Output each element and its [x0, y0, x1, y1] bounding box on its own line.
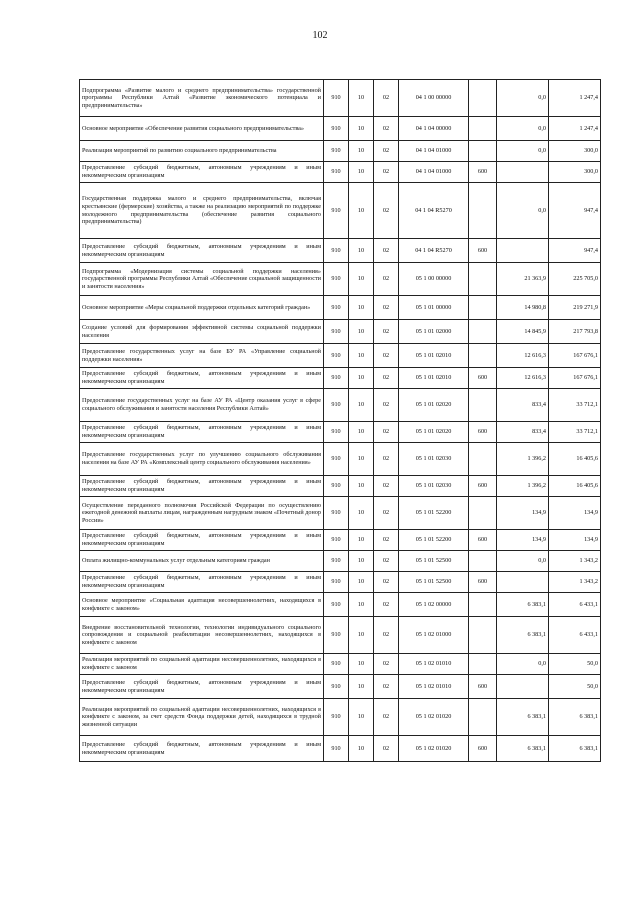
amount-year-1: 0,0 [497, 654, 549, 675]
expense-type [469, 593, 497, 617]
table-row [80, 263, 601, 296]
expense-type: 600 [469, 572, 497, 593]
amount-year-2: 134,9 [549, 497, 601, 530]
table-row [80, 183, 601, 239]
expense-type [469, 263, 497, 296]
ministry-code: 910 [324, 551, 349, 572]
subsection-code: 02 [374, 422, 399, 443]
amount-year-1: 0,0 [497, 80, 549, 117]
amount-year-1 [497, 162, 549, 183]
row-name: Основное мероприятие «Обеспечение развития социального предпринимательства» [80, 117, 324, 141]
target-article: 05 1 02 00000 [399, 593, 469, 617]
ministry-code: 910 [324, 239, 349, 263]
expense-type: 600 [469, 162, 497, 183]
row-name: Реализация мероприятий по социальной адаптации несовершеннолетних, находящихся в конфликте с законом, за счет средств Фонда поддержки детей, находящихся в трудной жизненной ситуации [80, 699, 324, 736]
expense-type [469, 654, 497, 675]
expense-type [469, 551, 497, 572]
row-name: Предоставление субсидий бюджетным, автономным учреждениям и иным некоммерческим организациям [80, 476, 324, 497]
expense-type [469, 617, 497, 654]
row-name: Осуществление переданного полномочия Российской Федерации по осуществлению ежегодной денежной выплаты лицам, награжденным нагрудным знаком «Почетный донор России» [80, 497, 324, 530]
ministry-code: 910 [324, 344, 349, 368]
target-article: 04 1 04 00000 [399, 117, 469, 141]
table-row [80, 389, 601, 422]
row-name: Создание условий для формирования эффективной системы социальной поддержки населения [80, 320, 324, 344]
table-row [80, 296, 601, 320]
subsection-code: 02 [374, 80, 399, 117]
amount-year-2: 6 383,1 [549, 736, 601, 762]
amount-year-1: 12 616,3 [497, 368, 549, 389]
amount-year-1: 14 845,9 [497, 320, 549, 344]
target-article: 05 1 01 02000 [399, 320, 469, 344]
target-article: 05 1 02 01010 [399, 675, 469, 699]
ministry-code: 910 [324, 572, 349, 593]
amount-year-1: 0,0 [497, 183, 549, 239]
amount-year-2: 50,0 [549, 654, 601, 675]
amount-year-2: 225 705,0 [549, 263, 601, 296]
target-article: 04 1 04 R5270 [399, 239, 469, 263]
amount-year-2: 16 405,6 [549, 476, 601, 497]
ministry-code: 910 [324, 654, 349, 675]
ministry-code: 910 [324, 263, 349, 296]
amount-year-1 [497, 675, 549, 699]
expense-type [469, 389, 497, 422]
amount-year-1: 6 383,1 [497, 593, 549, 617]
row-name: Предоставление субсидий бюджетным, автономным учреждениям и иным некоммерческим организациям [80, 675, 324, 699]
amount-year-2: 50,0 [549, 675, 601, 699]
row-name: Подпрограмма «Модернизация системы социальной поддержки населения» государственной программы Республики Алтай «Обеспечение социальной защищенности и занятости населения» [80, 263, 324, 296]
subsection-code: 02 [374, 551, 399, 572]
expense-type [469, 141, 497, 162]
row-name: Предоставление субсидий бюджетным, автономным учреждениям и иным некоммерческим организациям [80, 422, 324, 443]
target-article: 05 1 02 01020 [399, 699, 469, 736]
section-code: 10 [349, 320, 374, 344]
expense-type [469, 117, 497, 141]
expense-type: 600 [469, 675, 497, 699]
section-code: 10 [349, 296, 374, 320]
row-name: Государственная поддержка малого и среднего предпринимательства, включая крестьянские (фермерские) хозяйства, а также на реализацию мероприятий по поддержке молодежного предпринимательства (обеспечение развития социального предпринимательства) [80, 183, 324, 239]
ministry-code: 910 [324, 497, 349, 530]
ministry-code: 910 [324, 183, 349, 239]
table-row [80, 162, 601, 183]
section-code: 10 [349, 699, 374, 736]
amount-year-2: 300,0 [549, 141, 601, 162]
amount-year-1: 6 383,1 [497, 736, 549, 762]
row-name: Предоставление государственных услуг на базе АУ РА «Центр оказания услуг в сфере социального обслуживания и занятости населения Республики Алтай» [80, 389, 324, 422]
expense-type: 600 [469, 239, 497, 263]
amount-year-1: 0,0 [497, 141, 549, 162]
ministry-code: 910 [324, 80, 349, 117]
subsection-code: 02 [374, 497, 399, 530]
amount-year-2: 1 343,2 [549, 551, 601, 572]
expense-type [469, 183, 497, 239]
amount-year-2: 1 247,4 [549, 80, 601, 117]
target-article: 05 1 02 01010 [399, 654, 469, 675]
amount-year-2: 1 247,4 [549, 117, 601, 141]
ministry-code: 910 [324, 422, 349, 443]
subsection-code: 02 [374, 593, 399, 617]
section-code: 10 [349, 551, 374, 572]
amount-year-1: 0,0 [497, 117, 549, 141]
row-name: Основное мероприятие «Социальная адаптация несовершеннолетних, находящихся в конфликте с законом» [80, 593, 324, 617]
row-name: Предоставление субсидий бюджетным, автономным учреждениям и иным некоммерческим организациям [80, 530, 324, 551]
ministry-code: 910 [324, 593, 349, 617]
subsection-code: 02 [374, 117, 399, 141]
amount-year-1: 134,9 [497, 530, 549, 551]
row-name: Предоставление субсидий бюджетным, автономным учреждениям и иным некоммерческим организациям [80, 736, 324, 762]
row-name: Оплата жилищно-коммунальных услуг отдельным категориям граждан [80, 551, 324, 572]
subsection-code: 02 [374, 675, 399, 699]
ministry-code: 910 [324, 699, 349, 736]
subsection-code: 02 [374, 389, 399, 422]
row-name: Реализация мероприятий по социальной адаптации несовершеннолетних, находящихся в конфликте с законом [80, 654, 324, 675]
table-body [80, 80, 601, 762]
table-row [80, 239, 601, 263]
target-article: 05 1 02 01020 [399, 736, 469, 762]
amount-year-2: 6 433,1 [549, 593, 601, 617]
table-row [80, 422, 601, 443]
section-code: 10 [349, 593, 374, 617]
subsection-code: 02 [374, 239, 399, 263]
amount-year-2: 947,4 [549, 183, 601, 239]
page-number: 102 [312, 30, 328, 41]
expense-type [469, 443, 497, 476]
section-code: 10 [349, 117, 374, 141]
expense-type [469, 296, 497, 320]
target-article: 05 1 01 52200 [399, 497, 469, 530]
section-code: 10 [349, 443, 374, 476]
section-code: 10 [349, 675, 374, 699]
amount-year-2: 947,4 [549, 239, 601, 263]
subsection-code: 02 [374, 443, 399, 476]
amount-year-2: 167 676,1 [549, 368, 601, 389]
amount-year-2: 134,9 [549, 530, 601, 551]
section-code: 10 [349, 389, 374, 422]
target-article: 05 1 01 02030 [399, 476, 469, 497]
expense-type [469, 699, 497, 736]
section-code: 10 [349, 162, 374, 183]
target-article: 05 1 01 02010 [399, 344, 469, 368]
target-article: 05 1 02 01000 [399, 617, 469, 654]
amount-year-2: 219 271,9 [549, 296, 601, 320]
target-article: 05 1 01 02020 [399, 422, 469, 443]
row-name: Внедрение восстановительной технологии, технологии индивидуального социального сопровождения и социальной реабилитации несовершеннолетних, находящихся в конфликте с законом [80, 617, 324, 654]
amount-year-2: 6 383,1 [549, 699, 601, 736]
subsection-code: 02 [374, 141, 399, 162]
ministry-code: 910 [324, 443, 349, 476]
subsection-code: 02 [374, 368, 399, 389]
amount-year-1: 21 363,9 [497, 263, 549, 296]
target-article: 05 1 00 00000 [399, 263, 469, 296]
table-row [80, 530, 601, 551]
amount-year-1: 1 396,2 [497, 443, 549, 476]
table-row [80, 117, 601, 141]
target-article: 05 1 01 02010 [399, 368, 469, 389]
amount-year-1: 134,9 [497, 497, 549, 530]
subsection-code: 02 [374, 699, 399, 736]
subsection-code: 02 [374, 263, 399, 296]
amount-year-1: 0,0 [497, 551, 549, 572]
section-code: 10 [349, 422, 374, 443]
target-article: 05 1 01 52500 [399, 551, 469, 572]
ministry-code: 910 [324, 476, 349, 497]
table-row [80, 368, 601, 389]
row-name: Предоставление субсидий бюджетным, автономным учреждениям и иным некоммерческим организациям [80, 162, 324, 183]
target-article: 05 1 01 52200 [399, 530, 469, 551]
expense-type: 600 [469, 422, 497, 443]
target-article: 05 1 01 00000 [399, 296, 469, 320]
table-row [80, 320, 601, 344]
expense-type: 600 [469, 368, 497, 389]
ministry-code: 910 [324, 617, 349, 654]
expense-type: 600 [469, 476, 497, 497]
subsection-code: 02 [374, 736, 399, 762]
amount-year-2: 33 712,1 [549, 422, 601, 443]
table-row [80, 736, 601, 762]
expense-type: 600 [469, 736, 497, 762]
expense-type [469, 80, 497, 117]
amount-year-1: 14 980,8 [497, 296, 549, 320]
target-article: 05 1 01 52500 [399, 572, 469, 593]
amount-year-1: 12 616,3 [497, 344, 549, 368]
section-code: 10 [349, 80, 374, 117]
expense-type [469, 320, 497, 344]
ministry-code: 910 [324, 736, 349, 762]
table-row [80, 141, 601, 162]
ministry-code: 910 [324, 320, 349, 344]
row-name: Предоставление субсидий бюджетным, автономным учреждениям и иным некоммерческим организациям [80, 368, 324, 389]
table-row [80, 617, 601, 654]
ministry-code: 910 [324, 675, 349, 699]
amount-year-2: 6 433,1 [549, 617, 601, 654]
subsection-code: 02 [374, 617, 399, 654]
ministry-code: 910 [324, 117, 349, 141]
target-article: 04 1 04 01000 [399, 141, 469, 162]
table-row [80, 654, 601, 675]
section-code: 10 [349, 497, 374, 530]
section-code: 10 [349, 572, 374, 593]
amount-year-2: 167 676,1 [549, 344, 601, 368]
budget-table [79, 79, 601, 762]
row-name: Предоставление государственных услуг по улучшению социального обслуживания населения на базе АУ РА «Комплексный центр социального обслуживания населения» [80, 443, 324, 476]
section-code: 10 [349, 344, 374, 368]
ministry-code: 910 [324, 162, 349, 183]
table-row [80, 551, 601, 572]
target-article: 04 1 04 01000 [399, 162, 469, 183]
subsection-code: 02 [374, 183, 399, 239]
section-code: 10 [349, 368, 374, 389]
section-code: 10 [349, 476, 374, 497]
amount-year-1: 6 383,1 [497, 617, 549, 654]
amount-year-2: 300,0 [549, 162, 601, 183]
subsection-code: 02 [374, 476, 399, 497]
section-code: 10 [349, 736, 374, 762]
amount-year-2: 33 712,1 [549, 389, 601, 422]
table-row [80, 344, 601, 368]
table-row [80, 476, 601, 497]
amount-year-2: 217 793,8 [549, 320, 601, 344]
subsection-code: 02 [374, 654, 399, 675]
subsection-code: 02 [374, 344, 399, 368]
row-name: Основное мероприятие «Меры социальной поддержки отдельных категорий граждан» [80, 296, 324, 320]
section-code: 10 [349, 239, 374, 263]
section-code: 10 [349, 263, 374, 296]
row-name: Предоставление субсидий бюджетным, автономным учреждениям и иным некоммерческим организациям [80, 239, 324, 263]
target-article: 04 1 00 00000 [399, 80, 469, 117]
row-name: Предоставление субсидий бюджетным, автономным учреждениям и иным некоммерческим организациям [80, 572, 324, 593]
section-code: 10 [349, 654, 374, 675]
ministry-code: 910 [324, 296, 349, 320]
amount-year-1: 833,4 [497, 422, 549, 443]
ministry-code: 910 [324, 141, 349, 162]
amount-year-1: 833,4 [497, 389, 549, 422]
amount-year-1: 6 383,1 [497, 699, 549, 736]
subsection-code: 02 [374, 162, 399, 183]
section-code: 10 [349, 617, 374, 654]
ministry-code: 910 [324, 530, 349, 551]
table-row [80, 675, 601, 699]
expense-type: 600 [469, 530, 497, 551]
amount-year-1 [497, 239, 549, 263]
table-row [80, 593, 601, 617]
row-name: Подпрограмма «Развитие малого и среднего предпринимательства» государственной программы Республики Алтай «Развитие экономического потенциала и предпринимательства» [80, 80, 324, 117]
target-article: 05 1 01 02020 [399, 389, 469, 422]
subsection-code: 02 [374, 320, 399, 344]
section-code: 10 [349, 183, 374, 239]
amount-year-1 [497, 572, 549, 593]
section-code: 10 [349, 141, 374, 162]
amount-year-1: 1 396,2 [497, 476, 549, 497]
subsection-code: 02 [374, 572, 399, 593]
section-code: 10 [349, 530, 374, 551]
ministry-code: 910 [324, 389, 349, 422]
amount-year-2: 1 343,2 [549, 572, 601, 593]
target-article: 05 1 01 02030 [399, 443, 469, 476]
ministry-code: 910 [324, 368, 349, 389]
table-row [80, 497, 601, 530]
subsection-code: 02 [374, 296, 399, 320]
amount-year-2: 16 405,6 [549, 443, 601, 476]
table-row [80, 572, 601, 593]
expense-type [469, 497, 497, 530]
table-row [80, 699, 601, 736]
target-article: 04 1 04 R5270 [399, 183, 469, 239]
table-row [80, 80, 601, 117]
row-name: Предоставление государственных услуг на базе БУ РА «Управление социальной поддержки населения» [80, 344, 324, 368]
row-name: Реализация мероприятий по развитию социального предпринимательства [80, 141, 324, 162]
table-row [80, 443, 601, 476]
expense-type [469, 344, 497, 368]
subsection-code: 02 [374, 530, 399, 551]
